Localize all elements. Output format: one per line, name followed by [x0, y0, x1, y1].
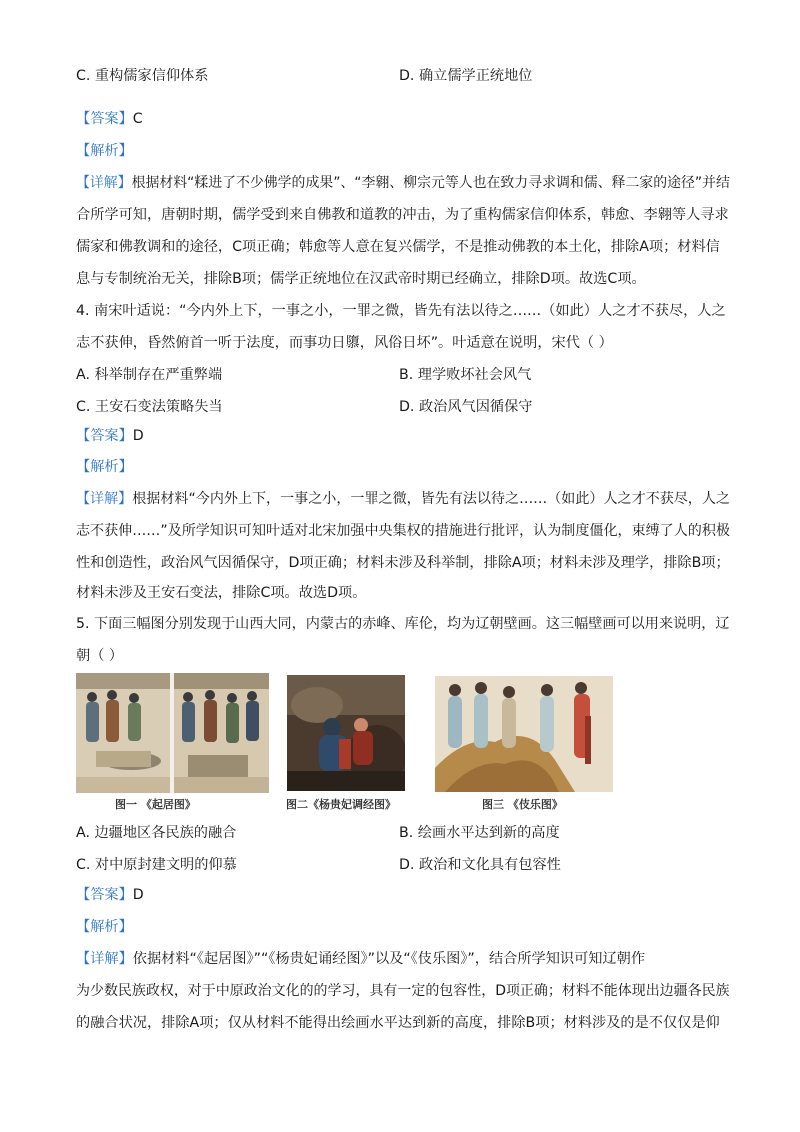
q5-answer: [76, 885, 144, 905]
q4-stem-line-2: 志不获伸，昏然俯首一听于法度，而事功日隳，风俗日坏”。叶适意在说明，宋代（ ）: [76, 335, 613, 351]
mural-image-3: [435, 676, 613, 792]
q4-stem-line-1: 4. 南宋叶适说：“今内外上下，一事之小，一罪之微，皆先有法以待之……（如此）人之才不获尽，人之: [76, 303, 726, 319]
q5-detail-line-3: 的融合状况，排除A项；仅从材料不能得出绘画水平达到新的高度，排除B项；材料涉及的是不仅仅是仰: [76, 1015, 720, 1031]
q3-analysis-tag: 【解析】: [76, 143, 133, 159]
q4-detail-line-1: 【详解】根据材料“今内外上下，一事之小，一罪之微，皆先有法以待之……（如此）人之才不获尽，人之: [76, 491, 730, 507]
figure-3-caption: 图三 《伎乐图》: [482, 798, 563, 811]
q5-detail-line-2: 为少数民族政权，对于中原政治文化的的学习，具有一定的包容性，D项正确；材料不能体现出边疆各民族: [76, 983, 730, 999]
answer-value: D: [132, 887, 144, 903]
q4-option-a: A. 科举制存在严重弊端: [76, 367, 223, 383]
q5-option-c: C. 对中原封建文明的仰慕: [76, 857, 237, 873]
q4-detail-line-3: 性和创造性，政治风气因循保守，D项正确；材料未涉及科举制，排除A项；材料未涉及理学，排除B项；: [76, 555, 730, 571]
q3-detail-line-3: 儒家和佛教调和的途径，C项正确；韩愈等人意在复兴儒学，不是推动佛教的本土化，排除A项；材料信: [76, 239, 720, 255]
detail-tag: 【详解】: [76, 175, 132, 191]
q5-stem-line-1: 5. 下面三幅图分别发现于山西大同，内蒙古的赤峰、库伦，均为辽朝壁画。这三幅壁画可以用来说明，辽: [76, 616, 730, 632]
q3-option-d: D. 确立儒学正统地位: [399, 68, 533, 84]
q3-option-c: C. 重构儒家信仰体系: [76, 68, 209, 84]
q3-detail-line-1: 【详解】根据材料“糅进了不少佛学的成果”、“李翱、柳宗元等人也在致力寻求调和儒、释二家的途径”并结: [76, 175, 730, 191]
answer-value: D: [132, 428, 144, 444]
figure-2-caption: 图二《杨贵妃调经图》: [286, 798, 396, 811]
figure-1-caption: 图一 《起居图》: [115, 798, 196, 811]
q5-detail-line-1: 【详解】依据材料“《起居图》”“《杨贵妃诵经图》”以及“《伎乐图》”，结合所学知识可知辽朝作: [76, 951, 646, 967]
mural-image-2: [287, 675, 405, 791]
q4-detail-line-4: 材料未涉及王安石变法，排除C项。故选D项。: [76, 585, 367, 601]
q3-detail-line-2: 合所学可知，唐朝时期，儒学受到来自佛教和道教的冲击，为了重构儒家信仰体系，韩愈、李翱等人寻求: [76, 207, 729, 223]
q5-analysis-tag: 【解析】: [76, 919, 133, 935]
q4-option-d: D. 政治风气因循保守: [399, 399, 533, 415]
answer-tag: 【答案】: [76, 887, 133, 903]
q5-option-d: D. 政治和文化具有包容性: [399, 857, 561, 873]
detail-tag: 【详解】: [76, 951, 133, 967]
q5-option-a: A. 边疆地区各民族的融合: [76, 825, 237, 841]
q4-option-b: B. 理学败坏社会风气: [399, 367, 532, 383]
answer-tag: 【答案】: [76, 111, 133, 127]
q5-stem-line-2: 朝（ ）: [76, 648, 124, 664]
mural-image-1: [76, 673, 269, 793]
q4-detail-line-2: 志不获伸……”及所学知识可知叶适对北宋加强中央集权的措施进行批评，认为制度僵化，束缚了人的积极: [76, 523, 730, 539]
q5-option-b: B. 绘画水平达到新的高度: [399, 825, 560, 841]
q3-answer: [76, 109, 143, 129]
q4-analysis-tag: 【解析】: [76, 459, 133, 475]
q3-detail-line-4: 息与专制统治无关，排除B项；儒学正统地位在汉武帝时期已经确立，排除D项。故选C项。: [76, 271, 646, 287]
answer-tag: 【答案】: [76, 428, 133, 444]
q4-option-c: C. 王安石变法策略失当: [76, 399, 223, 415]
detail-tag: 【详解】: [76, 491, 133, 507]
answer-value: C: [132, 111, 143, 127]
q4-answer: [76, 426, 144, 446]
